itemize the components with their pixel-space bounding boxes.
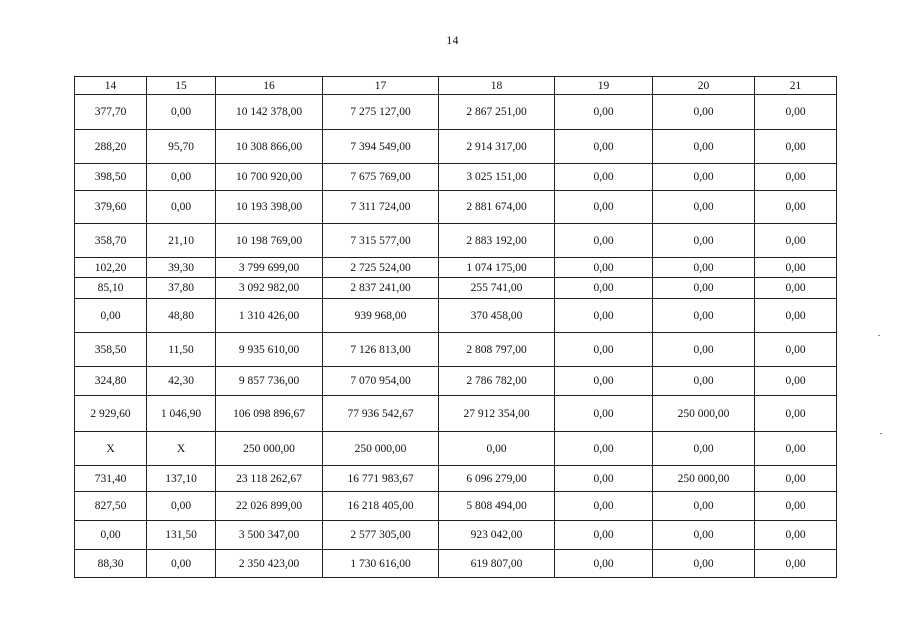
table-cell: 0,00 (147, 191, 216, 224)
table-cell: 0,00 (653, 191, 755, 224)
scan-speck (880, 433, 882, 434)
table-cell: 42,30 (147, 367, 216, 396)
table-cell: 16 218 405,00 (323, 492, 439, 521)
table-cell: 0,00 (755, 191, 837, 224)
table-cell: 10 198 769,00 (216, 224, 323, 258)
table-cell: 9 857 736,00 (216, 367, 323, 396)
table-cell: 250 000,00 (653, 396, 755, 432)
table-cell: 923 042,00 (439, 521, 555, 550)
table-cell: 7 275 127,00 (323, 95, 439, 130)
table-cell: 358,50 (75, 333, 147, 367)
table-cell: 1 730 616,00 (323, 550, 439, 578)
table-cell: 0,00 (653, 550, 755, 578)
table-cell: 102,20 (75, 258, 147, 278)
table-cell: 250 000,00 (653, 466, 755, 492)
table-row (75, 95, 837, 130)
column-header: 15 (147, 77, 216, 95)
column-header: 21 (755, 77, 837, 95)
table-cell: 9 935 610,00 (216, 333, 323, 367)
table-cell: 2 867 251,00 (439, 95, 555, 130)
table-cell: 85,10 (75, 278, 147, 299)
table-cell: 6 096 279,00 (439, 466, 555, 492)
table-cell: 377,70 (75, 95, 147, 130)
table-cell: 2 883 192,00 (439, 224, 555, 258)
table-cell: 7 126 813,00 (323, 333, 439, 367)
table-cell: 27 912 354,00 (439, 396, 555, 432)
table-cell: 0,00 (755, 333, 837, 367)
table-cell: X (75, 432, 147, 466)
column-header: 17 (323, 77, 439, 95)
table-cell: 21,10 (147, 224, 216, 258)
table-cell: 0,00 (147, 95, 216, 130)
table-cell: 0,00 (653, 130, 755, 164)
table-cell: 398,50 (75, 164, 147, 191)
table-cell: 2 725 524,00 (323, 258, 439, 278)
scan-speck (878, 335, 880, 336)
table-row (75, 367, 837, 396)
table-cell: 7 311 724,00 (323, 191, 439, 224)
header-row (75, 77, 837, 95)
table-cell: 1 046,90 (147, 396, 216, 432)
table-cell: 619 807,00 (439, 550, 555, 578)
table-cell: 0,00 (555, 278, 653, 299)
table-cell: 939 968,00 (323, 299, 439, 333)
table-row (75, 224, 837, 258)
table-cell: 0,00 (653, 432, 755, 466)
table-cell: 0,00 (555, 258, 653, 278)
table-cell: 250 000,00 (323, 432, 439, 466)
table-cell: 0,00 (653, 164, 755, 191)
table-cell: 0,00 (555, 550, 653, 578)
table-row (75, 521, 837, 550)
table-cell: 0,00 (555, 432, 653, 466)
table-cell: 0,00 (653, 258, 755, 278)
table-cell: 250 000,00 (216, 432, 323, 466)
table-cell: 39,30 (147, 258, 216, 278)
table-cell: 0,00 (555, 130, 653, 164)
table-cell: 0,00 (555, 333, 653, 367)
page-number: 14 (446, 33, 459, 47)
table-cell: 0,00 (653, 95, 755, 130)
table-cell: 0,00 (555, 466, 653, 492)
table-row (75, 492, 837, 521)
table-cell: 3 025 151,00 (439, 164, 555, 191)
table-row (75, 278, 837, 299)
table-cell: 131,50 (147, 521, 216, 550)
table-cell: 358,70 (75, 224, 147, 258)
column-header: 18 (439, 77, 555, 95)
table-cell: 0,00 (755, 396, 837, 432)
table-cell: 37,80 (147, 278, 216, 299)
table-cell: 5 808 494,00 (439, 492, 555, 521)
table-cell: 0,00 (755, 278, 837, 299)
table-cell: 10 308 866,00 (216, 130, 323, 164)
table-cell: 0,00 (653, 278, 755, 299)
table-cell: 2 929,60 (75, 396, 147, 432)
table-cell: 255 741,00 (439, 278, 555, 299)
column-header: 20 (653, 77, 755, 95)
table-row (75, 550, 837, 578)
table-cell: 2 837 241,00 (323, 278, 439, 299)
table-cell: 10 193 398,00 (216, 191, 323, 224)
table-cell: 88,30 (75, 550, 147, 578)
table-cell: 3 500 347,00 (216, 521, 323, 550)
table-cell: 370 458,00 (439, 299, 555, 333)
table-cell: 0,00 (555, 492, 653, 521)
table-cell: 106 098 896,67 (216, 396, 323, 432)
table-cell: 3 092 982,00 (216, 278, 323, 299)
table-cell: 2 881 674,00 (439, 191, 555, 224)
table-cell: 0,00 (653, 224, 755, 258)
table-cell: 0,00 (755, 492, 837, 521)
table-cell: 23 118 262,67 (216, 466, 323, 492)
table-cell: 0,00 (755, 367, 837, 396)
table-cell: 2 786 782,00 (439, 367, 555, 396)
table-cell: 0,00 (653, 367, 755, 396)
table-cell: 0,00 (755, 95, 837, 130)
table-cell: 0,00 (755, 164, 837, 191)
column-header: 16 (216, 77, 323, 95)
table-cell: 0,00 (653, 521, 755, 550)
table-row (75, 396, 837, 432)
table-row (75, 130, 837, 164)
table-row (75, 333, 837, 367)
table-cell: 7 070 954,00 (323, 367, 439, 396)
table-cell: 0,00 (555, 191, 653, 224)
table-cell: 7 315 577,00 (323, 224, 439, 258)
table-cell: 0,00 (75, 521, 147, 550)
table-cell: 0,00 (75, 299, 147, 333)
table-cell: 0,00 (755, 466, 837, 492)
table-row (75, 466, 837, 492)
table-cell: 0,00 (147, 164, 216, 191)
table-cell: 3 799 699,00 (216, 258, 323, 278)
table-cell: 10 700 920,00 (216, 164, 323, 191)
table-cell: 0,00 (555, 224, 653, 258)
table-cell: X (147, 432, 216, 466)
table-cell: 0,00 (439, 432, 555, 466)
table-cell: 0,00 (755, 299, 837, 333)
table-cell: 0,00 (653, 492, 755, 521)
column-header: 19 (555, 77, 653, 95)
table-cell: 379,60 (75, 191, 147, 224)
table-cell: 1 310 426,00 (216, 299, 323, 333)
table-row (75, 432, 837, 466)
table-cell: 0,00 (755, 130, 837, 164)
table-cell: 0,00 (755, 521, 837, 550)
table-row (75, 191, 837, 224)
table-cell: 7 394 549,00 (323, 130, 439, 164)
table-cell: 22 026 899,00 (216, 492, 323, 521)
table-cell: 0,00 (555, 367, 653, 396)
table-cell: 7 675 769,00 (323, 164, 439, 191)
table-cell: 48,80 (147, 299, 216, 333)
table-cell: 0,00 (755, 432, 837, 466)
table-cell: 731,40 (75, 466, 147, 492)
table-cell: 0,00 (555, 95, 653, 130)
table-row (75, 164, 837, 191)
table-row (75, 299, 837, 333)
table-cell: 0,00 (755, 258, 837, 278)
table-cell: 0,00 (147, 492, 216, 521)
table-cell: 10 142 378,00 (216, 95, 323, 130)
table-cell: 2 914 317,00 (439, 130, 555, 164)
column-header: 14 (75, 77, 147, 95)
table-cell: 1 074 175,00 (439, 258, 555, 278)
table-cell: 11,50 (147, 333, 216, 367)
table-cell: 2 350 423,00 (216, 550, 323, 578)
table-cell: 0,00 (555, 299, 653, 333)
table-cell: 288,20 (75, 130, 147, 164)
table-cell: 137,10 (147, 466, 216, 492)
table-cell: 77 936 542,67 (323, 396, 439, 432)
table-cell: 95,70 (147, 130, 216, 164)
table-cell: 827,50 (75, 492, 147, 521)
table-cell: 0,00 (755, 550, 837, 578)
table-cell: 2 808 797,00 (439, 333, 555, 367)
table-cell: 0,00 (147, 550, 216, 578)
table-cell: 16 771 983,67 (323, 466, 439, 492)
data-table (74, 76, 837, 578)
table-cell: 0,00 (653, 333, 755, 367)
table-cell: 0,00 (755, 224, 837, 258)
table-cell: 0,00 (653, 299, 755, 333)
table-cell: 0,00 (555, 521, 653, 550)
table-cell: 2 577 305,00 (323, 521, 439, 550)
table-cell: 0,00 (555, 396, 653, 432)
table-cell: 324,80 (75, 367, 147, 396)
table-cell: 0,00 (555, 164, 653, 191)
table-row (75, 258, 837, 278)
